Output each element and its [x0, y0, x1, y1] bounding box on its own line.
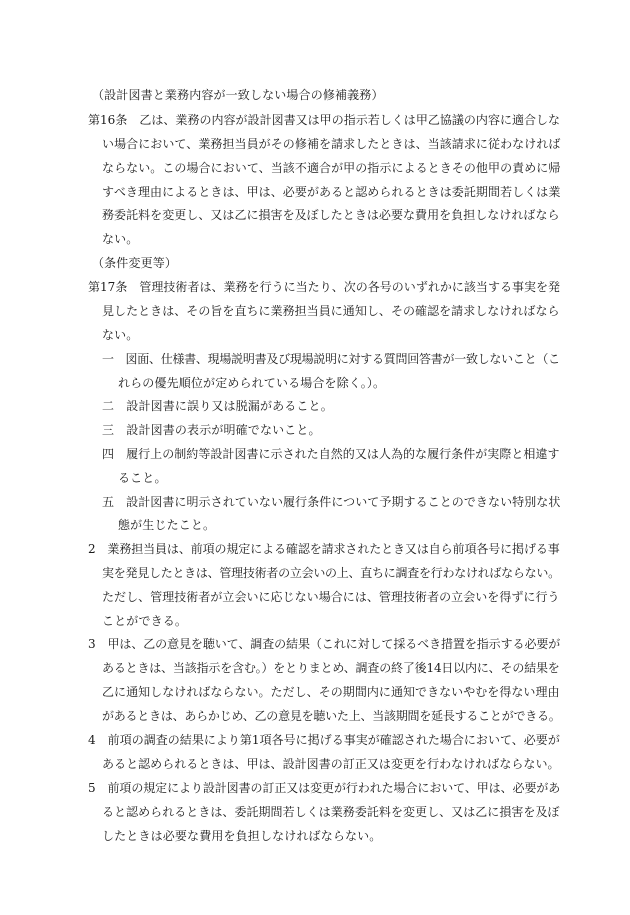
article-16-text: ならない。この場合において、当該不適合が甲の指示によるときその他甲の責めに帰	[102, 161, 561, 175]
article-16-text: 第16条 乙は、業務の内容が設計図書又は甲の指示若しくは甲乙協議の内容に適合しな	[88, 113, 561, 127]
item-3: 三 設計図書の表示が明確でないこと。	[102, 423, 321, 437]
article-17-text: 見したときは、その旨を直ちに業務担当員に通知し、その確認を請求しなければなら	[102, 304, 560, 318]
heading-article-16: （設計図書と業務内容が一致しない場合の修補義務）	[92, 88, 384, 102]
paragraph-4-cont: あると認められるときは、甲は、設計図書の訂正又は変更を行わなければならない。	[102, 757, 560, 771]
heading-article-17: （条件変更等）	[92, 256, 178, 270]
paragraph-3: 3 甲は、乙の意見を聴いて、調査の結果（これに対して採るべき措置を指示する必要が	[88, 637, 561, 651]
paragraph-2: 2 業務担当員は、前項の規定による確認を請求されたとき又は自ら前項各号に掲げる事	[88, 542, 560, 556]
paragraph-3-cont: があるときは、あらかじめ、乙の意見を聴いた上、当該期間を延長することができる。	[102, 709, 561, 723]
article-16-text: ない。	[102, 232, 139, 246]
paragraph-2-cont: 実を発見したときは、管理技術者の立会いの上、直ちに調査を行わなければならない。	[102, 566, 560, 580]
paragraph-5: 5 前項の規定により設計図書の訂正又は変更が行われた場合において、甲は、必要があ	[88, 781, 561, 795]
item-5-cont: 態が生じたこと。	[118, 518, 216, 532]
item-4: 四 履行上の制約等設計図書に示された自然的又は人為的な履行条件が実際と相違す	[102, 447, 560, 461]
article-16-text: 務委託料を変更し、又は乙に損害を及ぼしたときは必要な費用を負担しなければなら	[102, 208, 560, 222]
item-1-cont: れらの優先順位が定められている場合を除く。）。	[118, 376, 386, 390]
paragraph-3-cont: 乙に通知しなければならない。ただし、その期間内に通知できないやむを得ない理由	[102, 685, 560, 699]
paragraph-2-cont: ただし、管理技術者が立会いに応じない場合には、管理技術者の立会いを得ずに行う	[102, 590, 560, 604]
article-16-text: すべき理由によるときは、甲は、必要があると認められるときは委託期間若しくは業	[102, 185, 561, 199]
item-5: 五 設計図書に明示されていない履行条件について予期することのできない特別な状	[102, 495, 561, 509]
item-1: 一 図面、仕様書、現場説明書及び現場説明に対する質問回答書が一致しないこと（こ	[102, 352, 560, 366]
article-17-text: 第17条 管理技術者は、業務を行うに当たり、次の各号のいずれかに該当する事実を発	[88, 280, 561, 294]
paragraph-2-cont: ことができる。	[102, 614, 188, 628]
paragraph-5-cont: したときは必要な費用を負担しなければならない。	[102, 829, 382, 843]
article-17-text: ない。	[102, 328, 139, 342]
paragraph-5-cont: ると認められるときは、委託期間若しくは業務委託料を変更し、又は乙に損害を及ぼ	[102, 805, 560, 819]
item-2: 二 設計図書に誤り又は脱漏があること。	[102, 399, 333, 413]
item-4-cont: ること。	[118, 471, 167, 485]
article-16-text: い場合において、業務担当員がその修補を請求したときは、当該請求に従わなければ	[102, 137, 561, 151]
paragraph-4: 4 前項の調査の結果により第1項各号に掲げる事実が確認された場合において、必要が	[88, 733, 560, 747]
paragraph-3-cont: あるときは、当該指示を含む。）をとりまとめ、調査の終了後14日以内に、その結果を	[102, 661, 560, 675]
